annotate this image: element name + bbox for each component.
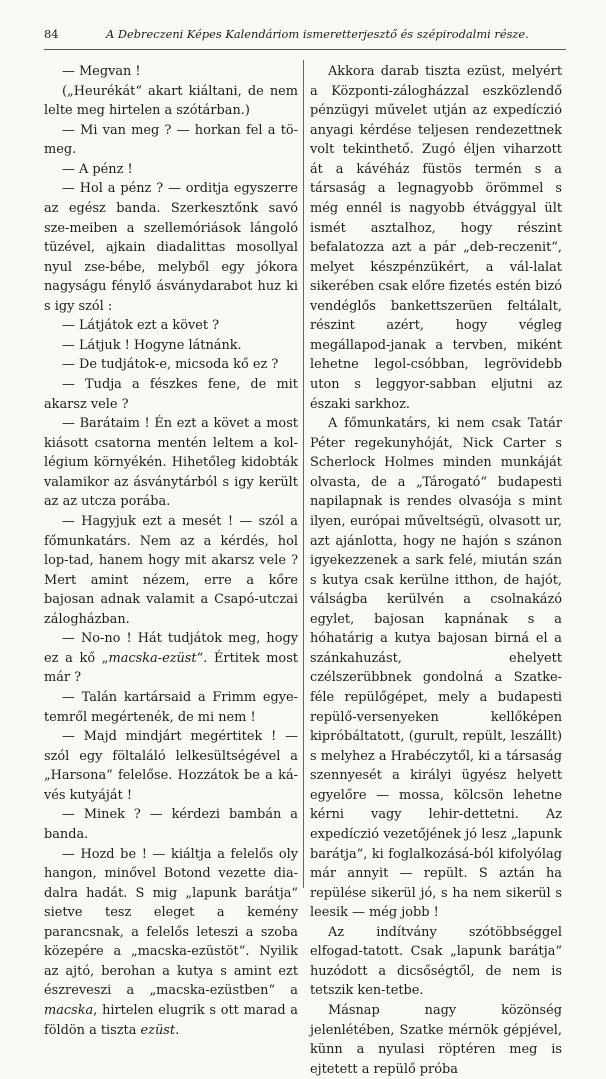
paragraph: Akkora darab tiszta ezüst, melyért a Központi-zálogházzal eszközlendő pénzügyi művelet utján az expedíczió anyagi kérdése teljesen rendezettnek volt tekinthető. Zugó éljen viharzott át a kávéház füstös termén s a társaság a legnagyobb örömmel s még ennél is nagyobb étvággyal ült ismét asztalhoz, hogy részint befalatozza azt a pár „deb-reczenit“, melyet készpénzükért, a vál-lalat sikerében csak előre fizetés estén bizó vendéglős bankettszerüen feltálalt, részint azért, hogy végleg megállapod-janak a tervben, miként lehetne legol-csóbban, legrövidebb uton s leggyor-sabban eljutni az északi sarkhoz.: [310, 64, 562, 412]
emphasis: ezüst: [140, 1022, 176, 1038]
paragraph: — Majd mindjárt megértitek ! — szól egy föltaláló lelkesültségével a „Harsona“ felelőse. Hozzátok be a ká-vés kutyáját !: [44, 729, 298, 803]
column-divider: [303, 60, 304, 888]
left-column: [44, 62, 298, 1040]
text-run: , hirtelen elugrik s ott marad a földön a tiszta: [44, 1003, 298, 1038]
running-title: A Debreczeni Képes Kalendáriom ismeretterjesztő és szépirodalmi része.: [106, 27, 529, 41]
paragraph: — Látjátok ezt a követ ?: [62, 318, 220, 334]
text-run: — Hozd be ! — kiáltja a felelős oly hangon, minővel Botond vezette dia-dalra hadát. S mig „lapunk barátja“ sietve tesz eleget a kemény parancsnak, a felelős leteszi a szoba közepére a „macska-ezüstöt“. Nyilik az ajtó, berohan a kutya s amint ezt észreveszi a „macska-ezüstben“ a: [44, 846, 298, 999]
header-rule: [44, 49, 566, 50]
emphasis: macska-ezüst: [108, 650, 197, 666]
page-header: [44, 26, 564, 42]
emphasis: macska: [44, 1003, 94, 1018]
text-run: — No-no ! Hát tudjátok meg, hogy ez a kő „: [44, 631, 298, 666]
page-number: 84: [44, 27, 59, 41]
paragraph: — Minek ? — kérdezi bambán a banda.: [44, 807, 298, 842]
paragraph: Az indítvány szótöbbséggel elfogad-tatott. Csak „lapunk barátja“ huzódott a dicsőségtől, de nem is tetszik ken-tetbe.: [310, 924, 562, 999]
paragraph: — Mi van meg ? — horkan fel a tö-meg.: [44, 122, 298, 158]
paragraph: [44, 845, 298, 1041]
paragraph: — A pénz !: [62, 161, 133, 177]
paragraph: — De tudjátok-e, micsoda kő ez ?: [62, 357, 279, 373]
paragraph: A főmunkatárs, ki nem csak Tatár Péter regekunyhóját, Nick Carter s Scherlock Holmes minden munkáját olvasta, de a „Tárogató“ budapesti napilapnak is rendes olvasója s mint ilyen, európai műveltségü, olvasott ur, azt ajánlotta, hogy ne hajón s szánon igyekezzenek a sark felé, miután szán s kutya csak kerülne itthon, de hajót, válságba kerülvén a csolnakázó egylet, bajosan kapnának s a hóhatárig a kutya bajosan birná el a szánkahuzást, ehelyett czélszerübbnek gondolná a Szatke-féle repülőgépet, mely a budapesti repülő-versenyeken kellőképen kipróbáltatott, (gurult, repült, leszállt) s melyhez a Hrabéczytől, ki a társaság szennyesét a királyi ügyész helyett egyelőre — mossa, kölcsön lehetne kérni vagy lehir-dettetni. Az expedíczió vezetőjének jó lesz „lapunk barátja“, ki foglalkozásá-ból kifolyólag már annyit — repült. S aztán ha repülése sikerül jó, s ha nem sikerül s leesik — még jobb !: [310, 416, 562, 921]
paragraph: — Hol a pénz ? — orditja egyszerre az egész banda. Szerkesztőnk savó sze-meiben a szellemóriások lángoló tüzével, ajkain diadalittas mosollyal nyul zse-bébe, melyből egy jókora nagyságu fénylő ásványdarabot huz ki s igy szól :: [44, 181, 298, 314]
text-run: “. Értitek most már ?: [44, 650, 298, 686]
paragraph: — Tudja a fészkes fene, de mit akarsz vele ?: [44, 377, 298, 412]
text-run: .: [175, 1022, 180, 1038]
paragraph: („Heurékát“ akart kiáltani, de nem lelte meg hirtelen a szótárban.): [44, 83, 298, 119]
paragraph: Másnap nagy közönség jelenlétében, Szatke mérnök gépjével, künn a nyulasi röptéren meg is ejtetett a repülő próba: [310, 1003, 562, 1077]
paragraph: — Hagyjuk ezt a mesét ! — szól a főmunkatárs. Nem az a kérdés, hol lop-tad, hanem hogy mit akarsz vele ? Mert amint nézem, erre a kőre bajosan adnak valamit a Csapó-utczai zálogházban.: [44, 513, 298, 627]
paragraph: — Talán kartársaid a Frimm egye-temről megértenék, de mi nem !: [44, 690, 298, 725]
paragraph: — Látjuk ! Hogyne látnánk.: [62, 337, 242, 353]
paragraph: — Megvan !: [62, 64, 141, 79]
paragraph: [44, 629, 298, 688]
right-column: [310, 62, 562, 1079]
paragraph: — Barátaim ! Én ezt a követ a most kiásott csatorna mentén leltem a kol-légium környékén. Hihetőleg kidobták valamikor az ásványtárból s igy került az az utcza porába.: [44, 416, 298, 510]
